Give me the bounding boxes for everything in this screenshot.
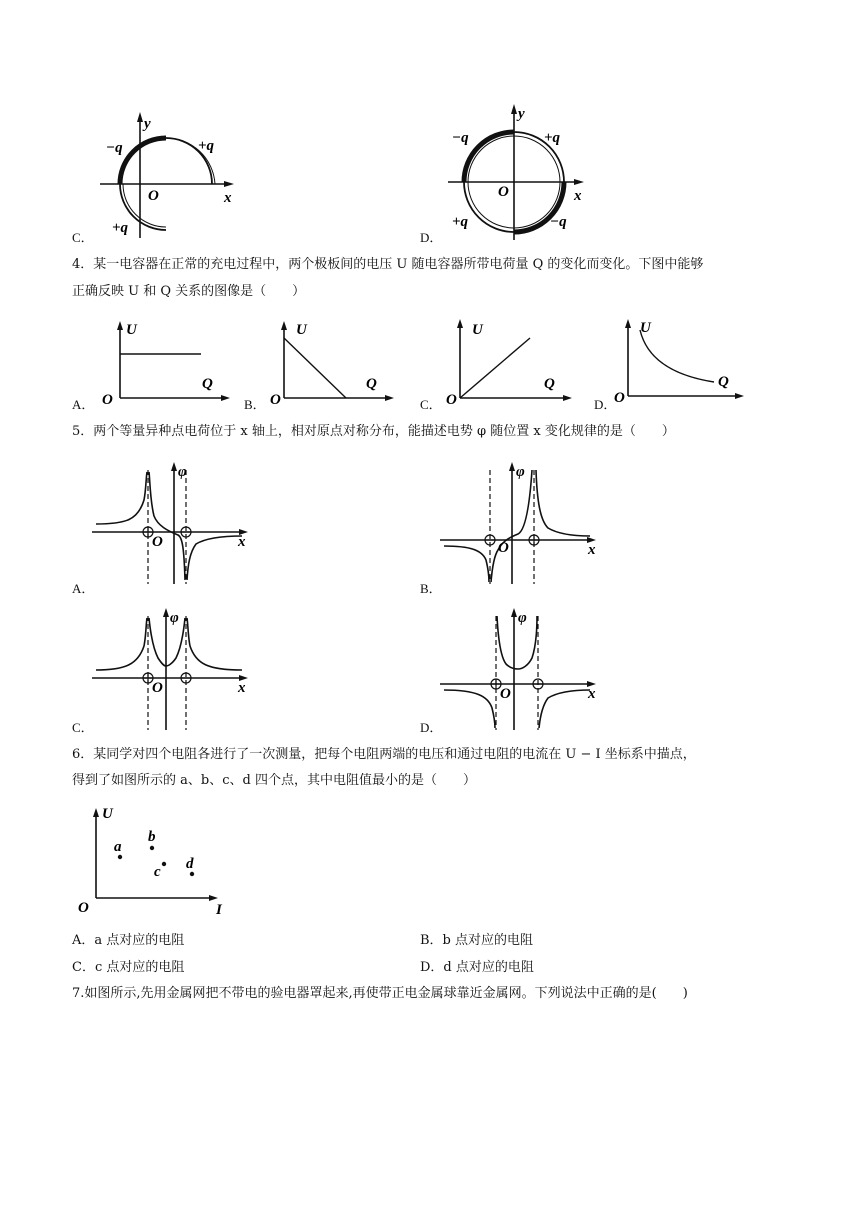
point-a — [118, 855, 122, 859]
q5-graph-c — [92, 606, 262, 734]
q4-option-c-label[interactable]: C． — [420, 397, 442, 412]
axis-i-label: I — [216, 902, 222, 918]
origin-label: O — [78, 900, 89, 916]
axis-u-label: U — [126, 322, 137, 338]
charge-label-pq2: +q — [452, 214, 469, 230]
q5-stem-line1: 5．两个等量异种点电荷位于 x 轴上，相对原点对称分布，能描述电势 φ 随位置 x 变化规律的是（ ） — [72, 424, 675, 439]
q5-option-b-label[interactable]: B． — [420, 581, 442, 596]
q6-stem-line1: 6．某同学对四个电阻各进行了一次测量，把每个电阻两端的电压和通过电阻的电流在 U − I 坐标系中描点， — [72, 747, 696, 762]
q4-graph-d — [614, 316, 758, 408]
origin-label: O — [500, 686, 511, 702]
axis-x-label: x — [574, 188, 582, 204]
axis-phi-label: φ — [518, 610, 527, 626]
q6-stem-line2: 得到了如图所示的 a、b、c、d 四个点，其中电阻值最小的是（ ） — [72, 773, 476, 788]
origin-label: O — [102, 392, 113, 408]
axis-x-label: x — [224, 190, 232, 206]
origin-label: O — [498, 540, 509, 556]
point-d — [190, 872, 194, 876]
axis-u-label: U — [102, 806, 113, 822]
q4-option-d-label[interactable]: D． — [594, 397, 617, 412]
q4-graph-c — [446, 316, 586, 408]
q6-choice-d[interactable]: D．d 点对应的电阻 — [420, 960, 534, 975]
q6-ui-graph — [74, 802, 244, 918]
q4-graph-b — [270, 318, 410, 408]
origin-label: O — [152, 534, 163, 550]
axis-phi-label: φ — [178, 464, 187, 480]
charge-label-pq: +q — [198, 138, 215, 154]
q5-option-c-label[interactable]: C． — [72, 720, 94, 735]
q4-stem-line2: 正确反映 U 和 Q 关系的图像是（ ） — [72, 284, 306, 299]
q7-stem-line1: 7.如图所示,先用金属网把不带电的验电器罩起来,再使带正电金属球靠近金属网。下列说法中正确的是( ) — [72, 986, 688, 1001]
point-b — [150, 846, 154, 850]
axis-q-label: Q — [366, 376, 377, 392]
q5-graph-d — [440, 606, 610, 734]
axis-x-label: x — [238, 534, 246, 550]
q6-choice-c[interactable]: C．c 点对应的电阻 — [72, 960, 185, 975]
axis-q-label: Q — [544, 376, 555, 392]
point-c — [162, 862, 166, 866]
origin-label: O — [614, 390, 625, 406]
q4-option-a-label[interactable]: A． — [72, 397, 95, 412]
q4-graph-a — [98, 318, 238, 408]
axis-u-label: U — [472, 322, 483, 338]
point-a-label: a — [114, 839, 122, 855]
charge-label-nq: −q — [452, 130, 469, 146]
q5-option-d-label[interactable]: D． — [420, 720, 443, 735]
axis-u-label: U — [296, 322, 307, 338]
q6-choice-b[interactable]: B．b 点对应的电阻 — [420, 933, 534, 948]
axis-q-label: Q — [718, 374, 729, 390]
q5-option-a-label[interactable]: A． — [72, 581, 95, 596]
origin-label: O — [270, 392, 281, 408]
axis-x-label: x — [588, 686, 596, 702]
axis-x-label: x — [588, 542, 596, 558]
q5-graph-b — [440, 460, 610, 588]
q6-choice-a[interactable]: A．a 点对应的电阻 — [72, 933, 185, 948]
q3-option-d-label[interactable]: D． — [420, 230, 443, 245]
origin-label: O — [148, 188, 159, 204]
q5-graph-a — [92, 460, 262, 588]
origin-label: O — [446, 392, 457, 408]
charge-label-nq: −q — [106, 140, 123, 156]
charge-label-pq: +q — [544, 130, 561, 146]
point-d-label: d — [186, 856, 194, 872]
charge-label-nq2: −q — [550, 214, 567, 230]
axis-u-label: U — [640, 320, 651, 336]
axis-y-label: y — [518, 106, 525, 122]
point-c-label: c — [154, 864, 161, 880]
q3-figure-c — [100, 100, 260, 250]
q4-option-b-label[interactable]: B． — [244, 397, 266, 412]
axis-phi-label: φ — [170, 610, 179, 626]
axis-q-label: Q — [202, 376, 213, 392]
point-b-label: b — [148, 829, 156, 845]
axis-x-label: x — [238, 680, 246, 696]
q3-option-c-label[interactable]: C． — [72, 230, 94, 245]
q3-figure-d — [448, 100, 608, 250]
origin-label: O — [152, 680, 163, 696]
charge-label-pq2: +q — [112, 220, 129, 236]
axis-y-label: y — [144, 116, 151, 132]
q4-stem-line1: 4．某一电容器在正常的充电过程中，两个极板间的电压 U 随电容器所带电荷量 Q 的变化而变化。下图中能够 — [72, 257, 704, 272]
axis-phi-label: φ — [516, 464, 525, 480]
origin-label: O — [498, 184, 509, 200]
